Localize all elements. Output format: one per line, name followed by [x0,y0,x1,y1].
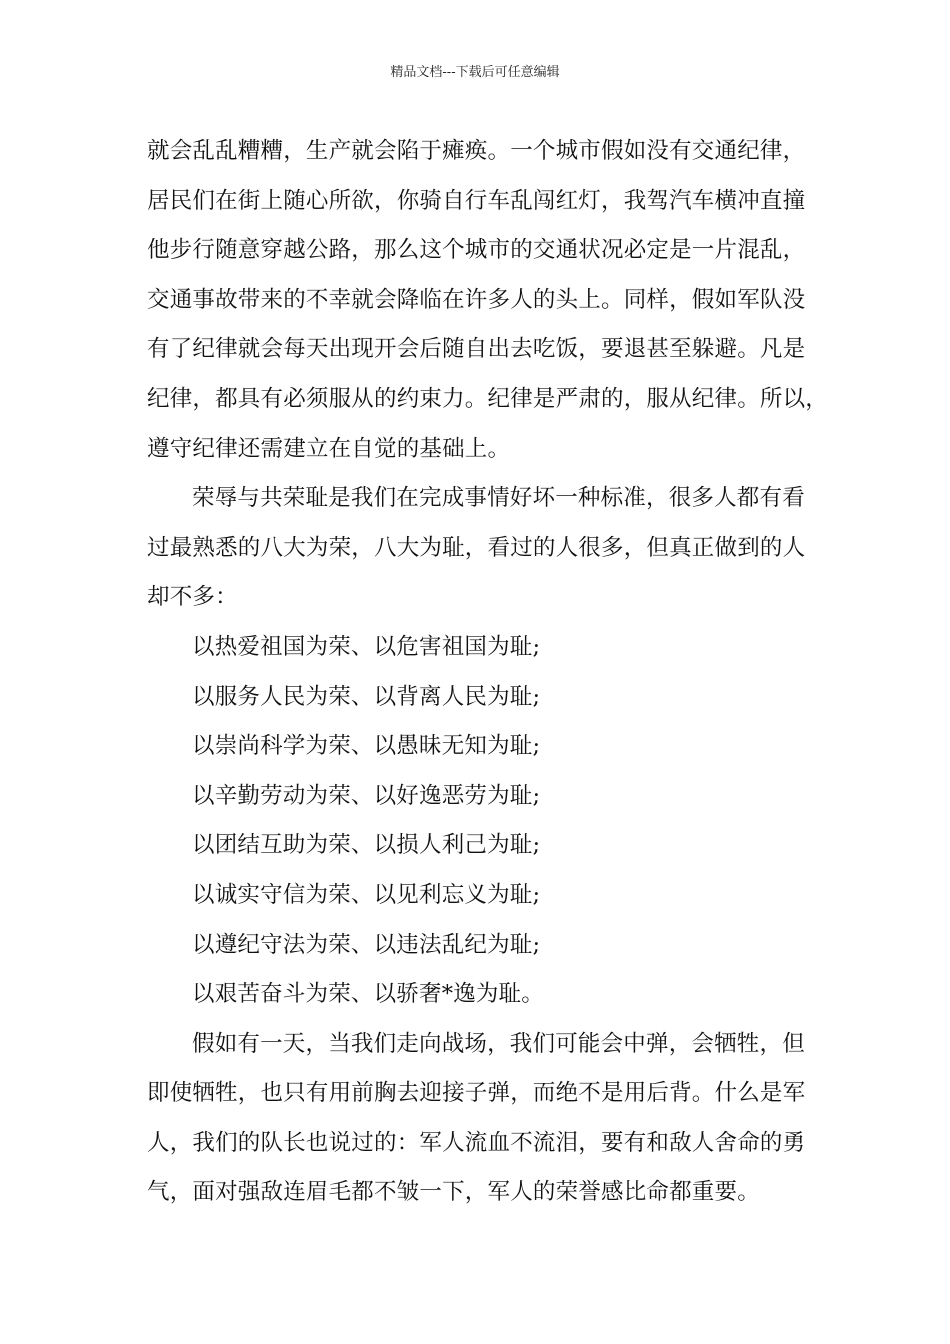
text-line: 荣辱与共荣耻是我们在完成事情好坏一种标准，很多人都有看 [192,485,805,512]
text-line: 居民们在街上随心所欲，你骑自行车乱闯红灯，我驾汽车横冲直撞 [147,187,806,214]
text-line: 假如有一天，当我们走向战场，我们可能会中弹，会牺牲，但 [192,1030,805,1057]
text-line: 交通事故带来的不幸就会降临在许多人的头上。同样，假如军队没 [147,286,806,313]
list-item: 以艰苦奋斗为荣、以骄奢*逸为耻。 [192,981,544,1008]
list-item: 以诚实守信为荣、以见利忘义为耻; [192,881,541,908]
document-body [147,127,829,1218]
page-header: 精品文档---下载后可任意编辑 [390,65,560,80]
text-line: 却不多： [147,584,238,611]
list-item: 以服务人民为荣、以背离人民为耻; [192,683,541,710]
list-item: 以团结互助为荣、以损人利己为耻; [192,832,541,859]
text-line: 即使牺牲，也只有用前胸去迎接子弹，而绝不是用后背。什么是军 [147,1080,806,1107]
text-line: 气，面对强敌连眉毛都不皱一下，军人的荣誉感比命都重要。 [147,1179,760,1206]
text-line: 就会乱乱糟糟，生产就会陷于瘫痪。一个城市假如没有交通纪律， [147,138,806,164]
list-item: 以辛勤劳动为荣、以好逸恶劳为耻; [192,782,541,809]
text-line: 过最熟悉的八大为荣，八大为耻，看过的人很多，但真正做到的人 [147,534,806,561]
text-line: 他步行随意穿越公路，那么这个城市的交通状况必定是一片混乱， [147,237,806,264]
text-line: 纪律，都具有必须服从的约束力。纪律是严肃的，服从纪律。所以， [147,385,829,412]
list-item: 以崇尚科学为荣、以愚昧无知为耻; [192,733,541,760]
text-line: 人，我们的队长也说过的：军人流血不流泪，要有和敌人舍命的勇 [147,1129,806,1156]
text-line: 遵守纪律还需建立在自觉的基础上。 [147,435,511,462]
text-line: 有了纪律就会每天出现开会后随自出去吃饭，要退甚至躲避。凡是 [147,336,806,363]
list-item: 以遵纪守法为荣、以违法乱纪为耻; [192,931,541,958]
list-item: 以热爱祖国为荣、以危害祖国为耻; [192,633,541,660]
